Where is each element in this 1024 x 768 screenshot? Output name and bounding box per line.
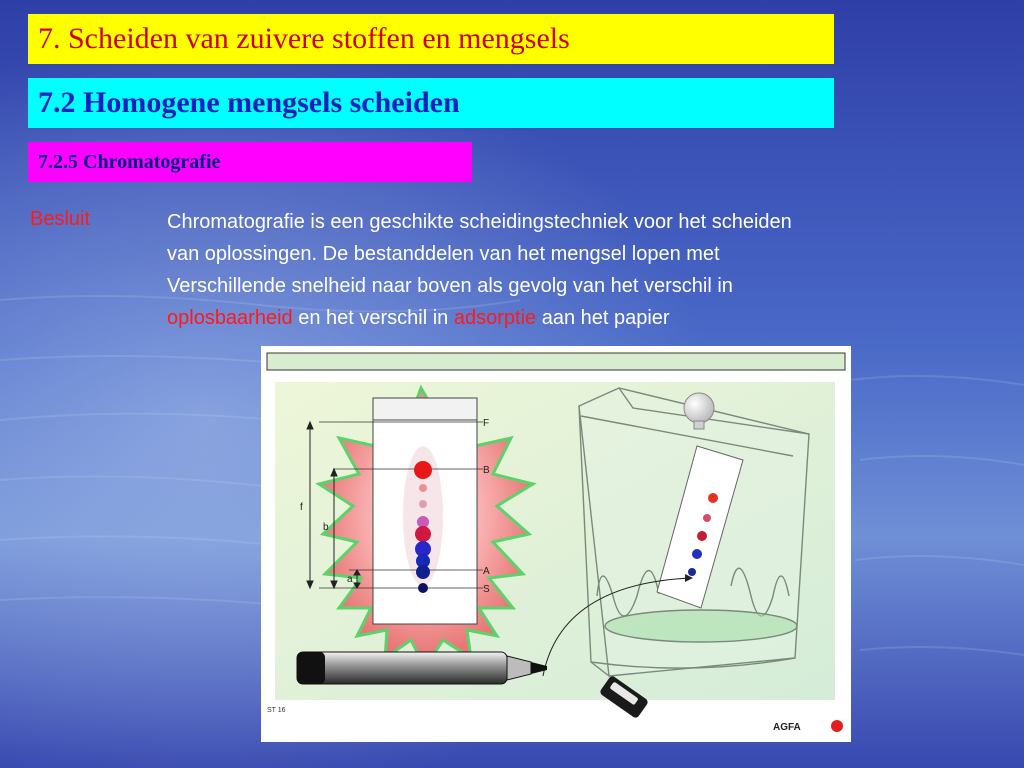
chromatography-illustration bbox=[261, 346, 851, 742]
chapter-title-bar bbox=[28, 14, 834, 64]
figure-top-strip bbox=[267, 353, 845, 370]
label-spot-B: B bbox=[483, 465, 490, 476]
subsection-title: 7.2.5 Chromatografie bbox=[38, 150, 221, 173]
label-a: a bbox=[347, 574, 353, 585]
agfa-logo-text: AGFA bbox=[773, 722, 801, 733]
marker-pen bbox=[297, 652, 547, 684]
paper-top-band bbox=[373, 398, 477, 420]
text-line-4 bbox=[167, 302, 997, 334]
chapter-title: 7. Scheiden van zuivere stoffen en mengsels bbox=[38, 22, 570, 55]
conclusion-text bbox=[167, 206, 997, 334]
figure-caption: ST 16 bbox=[267, 707, 286, 714]
term-oplosbaarheid: oplosbaarheid bbox=[167, 307, 293, 329]
agfa-logo-icon bbox=[831, 720, 843, 732]
text-line-4-middle: en het verschil in bbox=[292, 307, 454, 329]
subsection-title-bar bbox=[28, 142, 472, 182]
label-f: f bbox=[300, 502, 303, 513]
section-title-bar bbox=[28, 78, 834, 128]
term-adsorptie: adsorptie bbox=[453, 307, 537, 329]
label-start-S: S bbox=[483, 584, 490, 595]
label-b: b bbox=[323, 522, 329, 533]
text-line-4-end: aan het papier bbox=[536, 307, 670, 329]
label-front-F: F bbox=[483, 418, 490, 429]
chromatography-drawing bbox=[261, 346, 851, 742]
text-line-2: van oplossingen. De bestanddelen van het mengsel lopen met bbox=[167, 243, 720, 265]
text-line-3: Verschillende snelheid naar boven als gevolg van het verschil in bbox=[167, 275, 733, 297]
text-line-1: Chromatografie is een geschikte scheidingstechniek voor het scheiden bbox=[167, 211, 792, 233]
conclusion-label: Besluit bbox=[30, 208, 91, 230]
tank-knob bbox=[684, 393, 714, 423]
section-title: 7.2 Homogene mengsels scheiden bbox=[38, 86, 460, 119]
label-spot-A: A bbox=[483, 566, 490, 577]
